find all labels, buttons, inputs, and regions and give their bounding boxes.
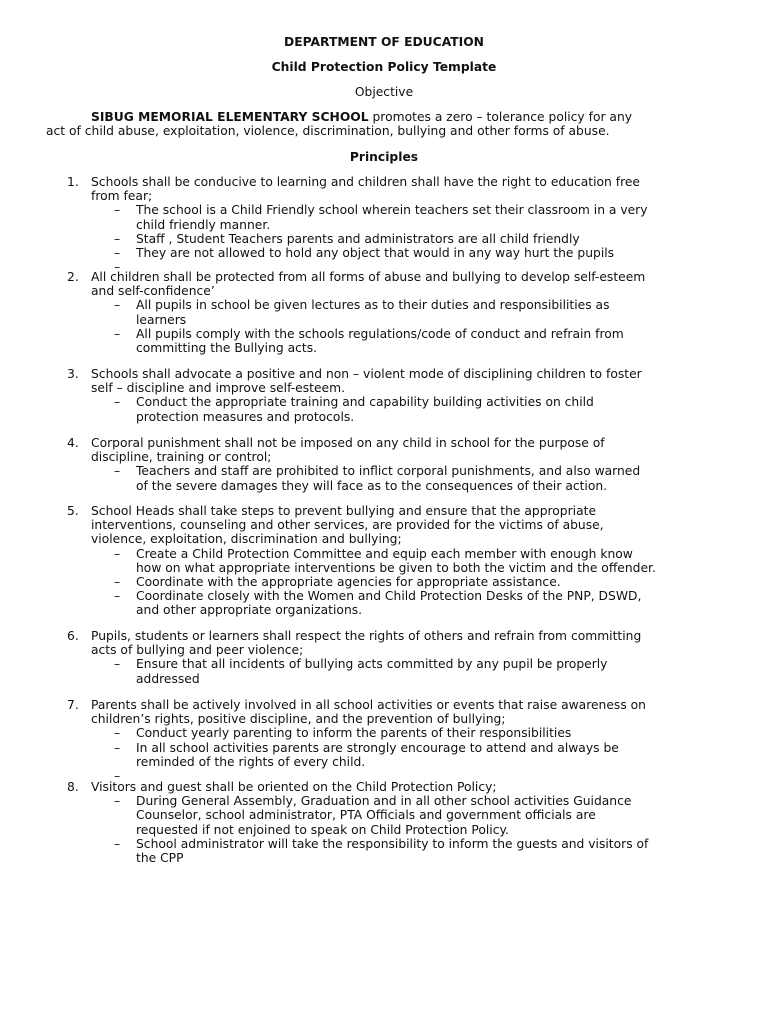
sub-point-text: and other appropriate organizations. xyxy=(136,603,363,618)
sub-point-text: the CPP xyxy=(136,851,184,865)
bullet-dash: – xyxy=(114,769,121,783)
bullet-dash: – xyxy=(114,298,121,313)
bullet-dash: – xyxy=(114,794,121,809)
sub-point-text: All pupils comply with the schools regulations/code of conduct and refrain from xyxy=(136,326,624,341)
sub-point-text: how on what appropriate interventions be given to both the victim and the offender. xyxy=(136,560,656,575)
bullet-dash: – xyxy=(114,395,121,410)
sub-point-text: Staff , Student Teachers parents and administrators are all child friendly xyxy=(136,231,580,246)
sub-point-text: During General Assembly, Graduation and in all other school activities Guidance xyxy=(136,794,632,809)
sub-point-text: addressed xyxy=(136,671,200,686)
principle-text: Parents shall be actively involved in all school activities or events that raise awareness on xyxy=(91,698,646,712)
bullet-dash: – xyxy=(114,726,121,741)
school-name: SIBUG MEMORIAL ELEMENTARY SCHOOL xyxy=(91,110,369,124)
principle-text: self – discipline and improve self-esteem. xyxy=(91,381,345,396)
department-heading: DEPARTMENT OF EDUCATION xyxy=(284,35,484,49)
sub-point-text: Teachers and staff are prohibited to inflict corporal punishments, and also warned xyxy=(136,464,641,479)
principle-number: 2. xyxy=(67,270,79,284)
bullet-dash: – xyxy=(114,326,121,341)
principle-text: acts of bullying and peer violence; xyxy=(91,643,304,658)
sub-point-text: In all school activities parents are strongly encourage to attend and always be xyxy=(136,740,619,755)
principle-text: from fear; xyxy=(91,189,153,204)
objective-line-1 xyxy=(91,110,632,124)
sub-point-text: Conduct yearly parenting to inform the parents of their responsibilities xyxy=(136,726,572,741)
principles-heading: Principles xyxy=(349,150,419,164)
objective-line-2: act of child abuse, exploitation, violence, discrimination, bullying and other forms of abuse. xyxy=(46,124,610,138)
principle-text: Visitors and guest shall be oriented on the Child Protection Policy; xyxy=(91,780,497,794)
principle-number: 3. xyxy=(67,367,79,381)
principle-number: 5. xyxy=(67,504,79,518)
bullet-dash: – xyxy=(114,231,121,246)
principle-text: discipline, training or control; xyxy=(91,450,272,465)
bullet-dash: – xyxy=(114,260,121,275)
principle-number: 4. xyxy=(67,436,79,450)
principle-text: interventions, counseling and other services, are provided for the victims of abuse, xyxy=(91,518,604,533)
sub-point-text: requested if not enjoined to speak on Child Protection Policy. xyxy=(136,822,509,837)
sub-point-text: All pupils in school be given lectures as to their duties and responsibilities as xyxy=(136,298,610,313)
bullet-dash: – xyxy=(114,589,121,604)
sub-point-text: School administrator will take the responsibility to inform the guests and visitors of xyxy=(136,836,649,851)
sub-point-text: Coordinate closely with the Women and Child Protection Desks of the PNP, DSWD, xyxy=(136,589,642,604)
sub-point-text: Conduct the appropriate training and capability building activities on child xyxy=(136,395,594,410)
bullet-dash: – xyxy=(114,740,121,755)
principle-text: Corporal punishment shall not be imposed on any child in school for the purpose of xyxy=(91,436,605,450)
sub-point-text: committing the Bullying acts. xyxy=(136,341,318,355)
objective-heading: Objective xyxy=(354,85,414,99)
sub-point-text: They are not allowed to hold any object that would in any way hurt the pupils xyxy=(136,246,615,260)
sub-point-text: Ensure that all incidents of bullying acts committed by any pupil be properly xyxy=(136,657,608,672)
sub-point-text: The school is a Child Friendly school wherein teachers set their classroom in a very xyxy=(136,203,648,218)
principle-number: 1. xyxy=(67,175,79,189)
sub-point-text: Coordinate with the appropriate agencies for appropriate assistance. xyxy=(136,575,561,589)
sub-point-text: Create a Child Protection Committee and equip each member with enough know xyxy=(136,546,633,561)
principle-number: 6. xyxy=(67,629,79,643)
principle-text: School Heads shall take steps to prevent bullying and ensure that the appropriate xyxy=(91,504,597,518)
bullet-dash: – xyxy=(114,836,121,851)
principle-text: violence, exploitation, discrimination and bullying; xyxy=(91,532,402,547)
template-title: Child Protection Policy Template xyxy=(271,60,497,74)
bullet-dash: – xyxy=(114,657,121,672)
principle-text: Schools shall be conducive to learning and children shall have the right to education free xyxy=(91,175,640,189)
principle-text: and self-confidence’ xyxy=(91,284,215,299)
principle-text: Schools shall advocate a positive and non – violent mode of disciplining children to foster xyxy=(91,367,642,381)
bullet-dash: – xyxy=(114,546,121,561)
bullet-dash: – xyxy=(114,246,121,260)
principle-text: Pupils, students or learners shall respect the rights of others and refrain from committing xyxy=(91,629,642,643)
principle-text: children’s rights, positive discipline, and the prevention of bullying; xyxy=(91,712,506,727)
objective-line-1-rest: promotes a zero – tolerance policy for any xyxy=(368,110,633,124)
bullet-dash: – xyxy=(114,575,121,589)
sub-point-text: Counselor, school administrator, PTA Officials and government officials are xyxy=(136,808,596,823)
principle-number: 8. xyxy=(67,780,79,794)
sub-point-text: child friendly manner. xyxy=(136,217,271,232)
principle-number: 7. xyxy=(67,698,79,712)
sub-point-text: learners xyxy=(136,312,187,327)
bullet-dash: – xyxy=(114,203,121,218)
bullet-dash: – xyxy=(114,464,121,479)
sub-point-text: of the severe damages they will face as to the consequences of their action. xyxy=(136,478,608,493)
sub-point-text: protection measures and protocols. xyxy=(136,409,355,424)
sub-point-text: reminded of the rights of every child. xyxy=(136,754,366,769)
principle-text: All children shall be protected from all forms of abuse and bullying to develop self-esteem xyxy=(91,270,646,284)
